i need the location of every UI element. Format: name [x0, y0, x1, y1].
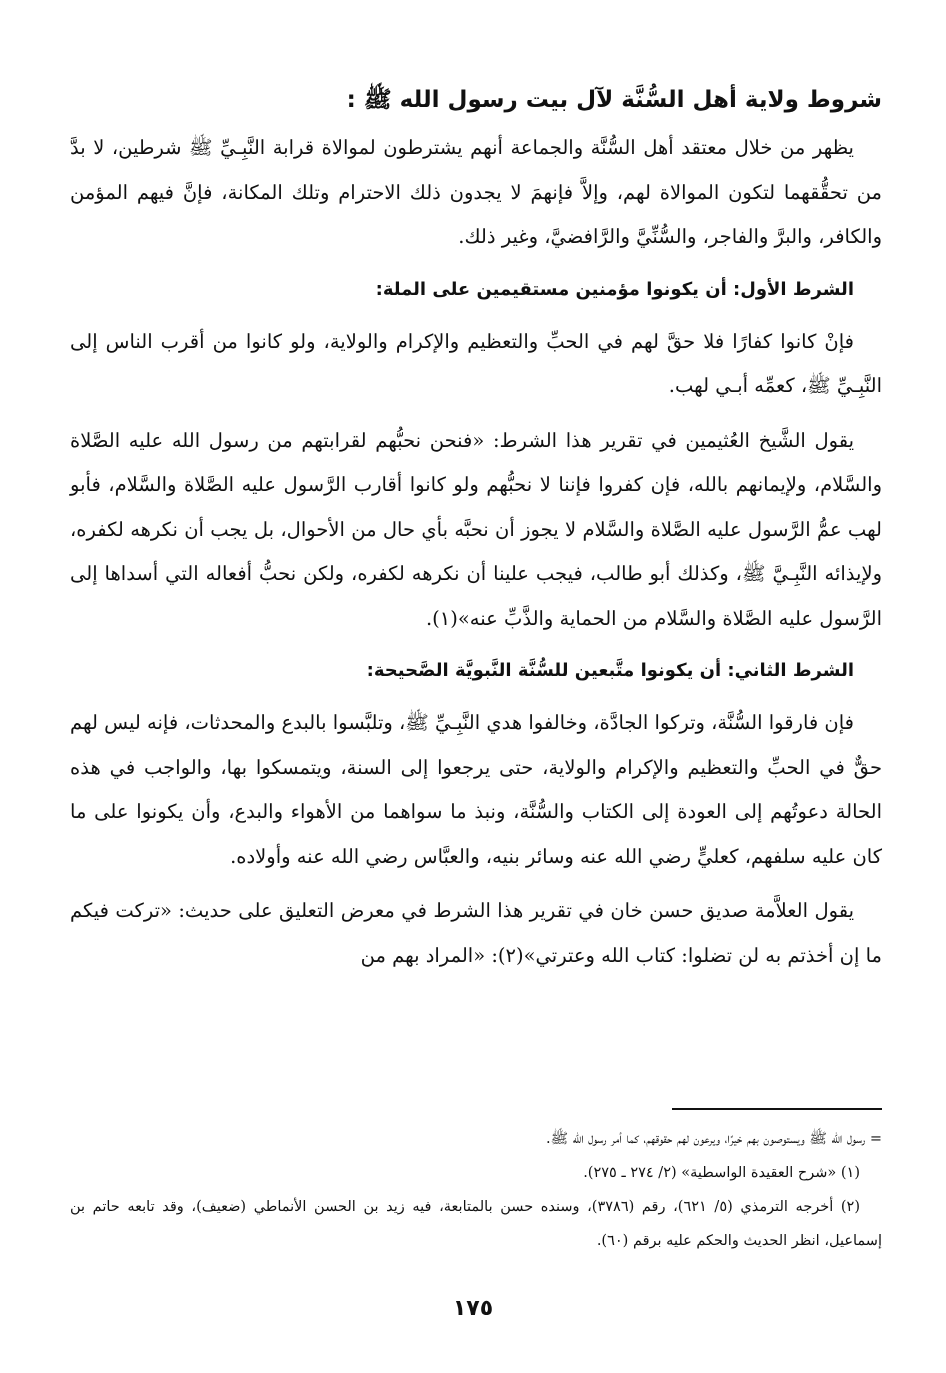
condition-1-heading: الشرط الأول: أن يكونوا مؤمنين مستقيمين على الملة:: [375, 278, 854, 300]
section-title: شروط ولاية أهل السُّنَّة لآل بيت رسول الله ﷺ :: [346, 87, 882, 113]
footnotes: [70, 1122, 882, 1258]
uthaymeen-quote-paragraph: يقول الشَّيخ العُثيمين في تقرير هذا الشرط: «فنحن نحبُّهم لقرابتهم من رسول الله عليه الصَّلاة والسَّلام، ولإيمانهم بالله، فإن كفروا فإننا لا نحبُّهم ولو كانوا أقارب الرَّسول عليه الصَّلاة والسَّلام، فأبو لهب عمُّ الرَّسول عليه الصَّلاة والسَّلام لا يجوز أن نحبَّه بأي حال من الأحوال، بل يجب أن نكرهه لكفره، ولإيذائه النَّبِـيَّ ﷺ، وكذلك أبو طالب، فيجب علينا أن نكرهه لكفره، ولكن نحبُّ أفعاله التي أسداها إلى الرَّسول عليه الصَّلاة والسَّلام من الحماية والذَّبِّ عنه»(١).: [70, 428, 882, 630]
condition-2-paragraph: فإن فارقوا السُّنَّة، وتركوا الجادَّة، وخالفوا هدي النَّبِـيِّ ﷺ، وتلبَّسوا بالبدع والمحدثات، فإنه ليس لهم حقٌّ في الحبِّ والتعظيم والإكرام والولاية، حتى يرجعوا إلى السنة، ويتمسكوا بها، والواجب في هذه الحالة دعوتُهم إلى العودة إلى الكتاب والسُّنَّة، ونبذ ما سواهما من الأهواء والبدع، وأن يكونوا على ما كان عليه سلفهم، كعليٍّ رضي الله عنه وسائر بنيه، والعبَّاس رضي الله عنه وأولاده.: [70, 711, 882, 868]
footnote-1: (١) «شرح العقيدة الواسطية» (٢/ ٢٧٤ ـ ٢٧٥).: [583, 1165, 860, 1181]
condition-2-heading: الشرط الثاني: أن يكونوا متَّبعين للسُّنَّة النَّبويَّة الصَّحيحة:: [366, 660, 854, 681]
siddiq-quote-paragraph: يقول العلاَّمة صديق حسن خان في تقرير هذا الشرط في معرض التعليق على حديث: «تركت فيكم ما إن أخذتم به لن تضلوا: كتاب الله وعترتي»(٢): «المراد بهم من: [70, 899, 882, 967]
condition-1-paragraph: فإنْ كانوا كفارًا فلا حقَّ لهم في الحبِّ والتعظيم والإكرام والولاية، ولو كانوا من أقرب الناس إلى النَّبِـيِّ ﷺ، كعمِّه أبـي لهب.: [70, 329, 882, 397]
footnote-continuation: = رسول الله ﷺ ويستوصون بهم خيرًا، ويرعون لهم حقوقهم، كما أمر رسول الله ﷺ.: [546, 1131, 882, 1147]
footnote-2: (٢) أخرجه الترمذي (٥/ ٦٢١)، رقم (٣٧٨٦)، وسنده حسن بالمتابعة، فيه زيد بن الحسن الأنماطي (ضعيف)، وقد تابعه حاتم بن إسماعيل، انظر الحديث والحكم عليه برقم (٦٠).: [70, 1199, 882, 1249]
page-number: ١٧٥: [452, 1296, 494, 1321]
main-text: [70, 78, 882, 988]
footnote-divider: [672, 1108, 882, 1110]
intro-paragraph: يظهر من خلال معتقد أهل السُّنَّة والجماعة أنهم يشترطون لموالاة قرابة النَّبِـيِّ ﷺ شرطين، لا بدَّ من تحقُّقهما لتكون الموالاة لهم، وإلاَّ فإنهمَ لا يجدون ذلك الاحترام وتلك المكانة، فإنَّ فيهم المؤمن والكافر، والبرَّ والفاجر، والسُّنِّيَّ والرَّافضيَّ، وغير ذلك.: [70, 136, 882, 248]
